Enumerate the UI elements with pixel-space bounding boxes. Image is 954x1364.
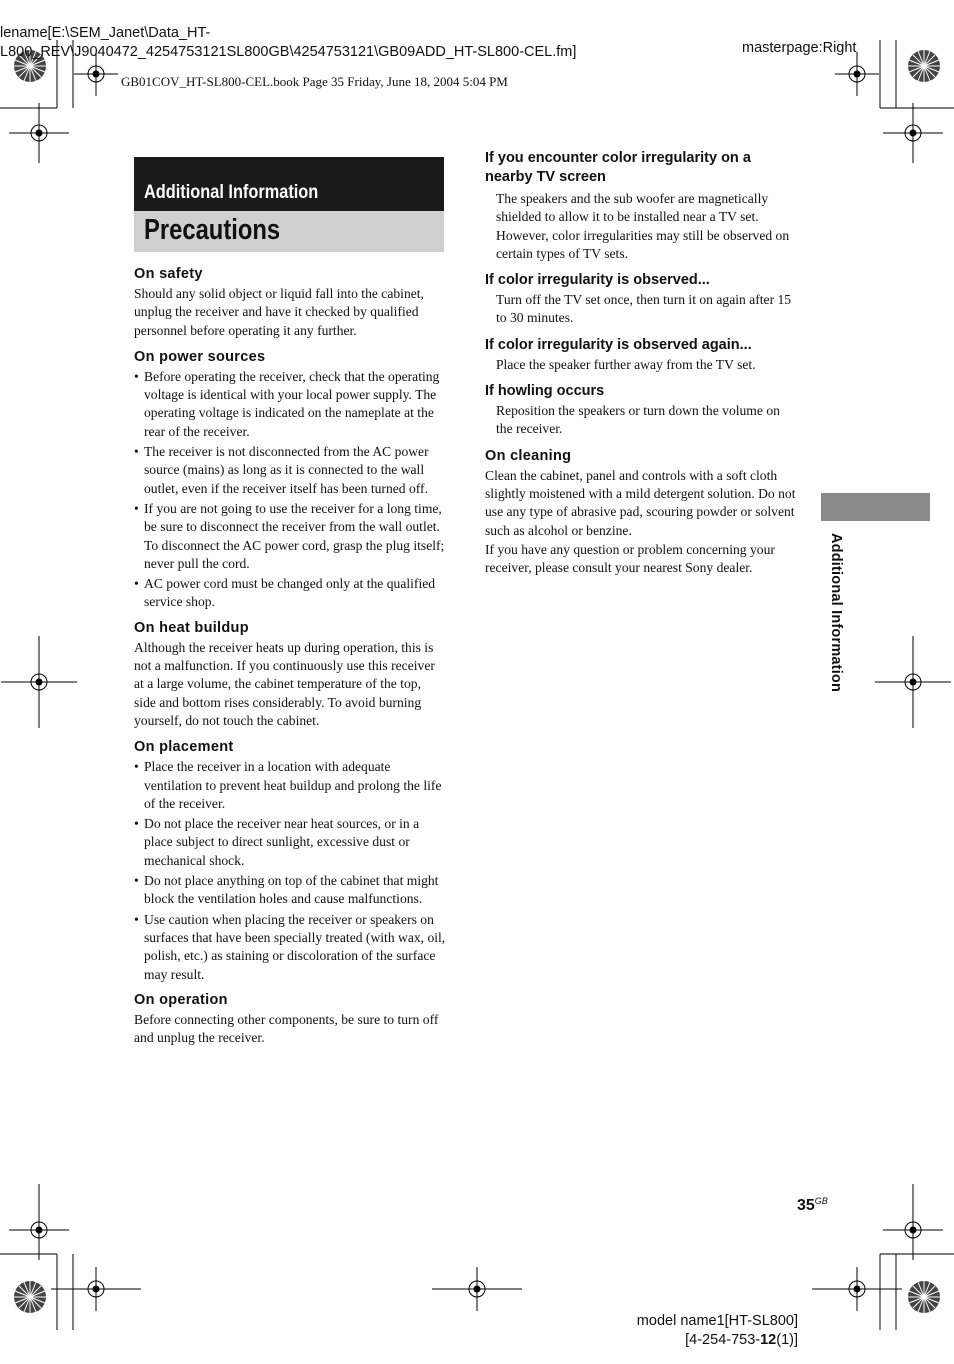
page-number: [797, 1196, 828, 1215]
model-footer: [637, 1312, 798, 1350]
right-column: [485, 149, 799, 577]
cleaning-text: Clean the cabinet, panel and controls with a soft cloth slightly moistened with a mild detergent solution. Do not use any type of abrasive pad, scouring powder or solvent such as alcohol or benzine.: [485, 467, 796, 538]
list-item: • Place the receiver in a location with adequate ventilation to prevent heat buildup and prolong the life of the receiver.: [134, 758, 446, 813]
safety-text: Should any solid object or liquid fall into the cabinet, unplug the receiver and have it checked by qualified personnel before operating it any further.: [134, 286, 424, 338]
dealer-text: If you have any question or problem concerning your receiver, please consult your nearest Sony dealer.: [485, 541, 775, 576]
list-item: • Do not place the receiver near heat sources, or in a place subject to direct sunlight, excessive dust or mechanical shock.: [134, 815, 446, 870]
irregularity-observed-text: Turn off the TV set once, then turn it on again after 15 to 30 minutes.: [496, 292, 792, 326]
heading-on-power-sources: On power sources: [134, 348, 266, 365]
heat-buildup-text: Although the receiver heats up during operation, this is not a malfunction. If you continuously use this receiver at a large volume, the cabinet temperature of the top, side and bottom rises considerably. To avoid burning yourself, do not touch the cabinet.: [134, 639, 435, 728]
heading-irregularity-observed: If color irregularity is observed...: [485, 272, 710, 289]
heading-color-irregularity: If you encounter color irregularity on a nearby TV screen: [485, 150, 751, 185]
list-item: • Use caution when placing the receiver or speakers on surfaces that have been specially treated (with wax, oil, polish, etc.) as staining or discoloration of the surface may result.: [134, 911, 446, 984]
list-item: • AC power cord must be changed only at the qualified service shop.: [134, 575, 446, 612]
page-number-suffix: GB: [814, 1196, 828, 1206]
howling-text: Reposition the speakers or turn down the volume on the receiver.: [496, 403, 780, 437]
heading-on-placement: On placement: [134, 739, 234, 756]
sidebar-tab: [821, 493, 930, 521]
model-line-2: [637, 1331, 798, 1350]
filename-line-2: L800_REV\J9040472_4254753121SL800GB\4254753121\GB09ADD_HT-SL800-CEL.fm]: [0, 44, 577, 60]
filename-line-1: lename[E:\SEM_Janet\Data_HT-: [0, 25, 211, 41]
heading-on-cleaning: On cleaning: [485, 447, 572, 464]
color-irregularity-text: The speakers and the sub woofer are magnetically shielded to allow it to be installed near a TV set. However, color irregularities may still be observed on certain types of TV sets.: [496, 191, 790, 261]
heading-on-heat-buildup: On heat buildup: [134, 619, 249, 636]
section-category: Additional Information: [144, 182, 319, 203]
operation-text: Before connecting other components, be sure to turn off and unplug the receiver.: [134, 1011, 439, 1046]
filename-header: [0, 24, 576, 62]
heading-on-operation: On operation: [134, 991, 228, 1008]
list-item: • The receiver is not disconnected from the AC power source (mains) as long as it is connected to the wall outlet, even if the receiver itself has been turned off.: [134, 443, 446, 498]
model-bold: 12: [760, 1332, 777, 1348]
irregularity-observed-again-text: Place the speaker further away from the TV set.: [496, 356, 756, 372]
list-item: • If you are not going to use the receiver for a long time, be sure to disconnect the receiver from the wall outlet. To disconnect the AC power cord, grasp the plug itself; never pull the cord.: [134, 500, 446, 573]
left-column: [134, 266, 446, 1047]
model-prefix: [4-254-753-: [685, 1332, 761, 1348]
section-category-banner: [134, 157, 444, 211]
placement-list: [134, 758, 446, 984]
book-info: GB01COV_HT-SL800-CEL.book Page 35 Friday, June 18, 2004 5:04 PM: [121, 74, 508, 89]
page-title: Precautions: [144, 214, 281, 246]
power-sources-list: [134, 368, 446, 612]
heading-on-safety: On safety: [134, 266, 203, 282]
heading-howling: If howling occurs: [485, 383, 605, 400]
section-title-banner: [134, 211, 444, 252]
heading-irregularity-observed-again: If color irregularity is observed again...: [485, 336, 752, 353]
model-line-1: model name1[HT-SL800]: [636, 1313, 798, 1329]
masterpage-label: masterpage:Right: [742, 40, 857, 56]
list-item: • Before operating the receiver, check that the operating voltage is identical with your local power supply. The operating voltage is indicated on the nameplate at the rear of the receiver.: [134, 368, 446, 441]
page-number-value: 35: [797, 1197, 815, 1214]
model-suffix: (1)]: [776, 1332, 798, 1348]
list-item: • Do not place anything on top of the cabinet that might block the ventilation holes and cause malfunctions.: [134, 872, 446, 909]
sidebar-label: Additional Information: [828, 533, 844, 693]
